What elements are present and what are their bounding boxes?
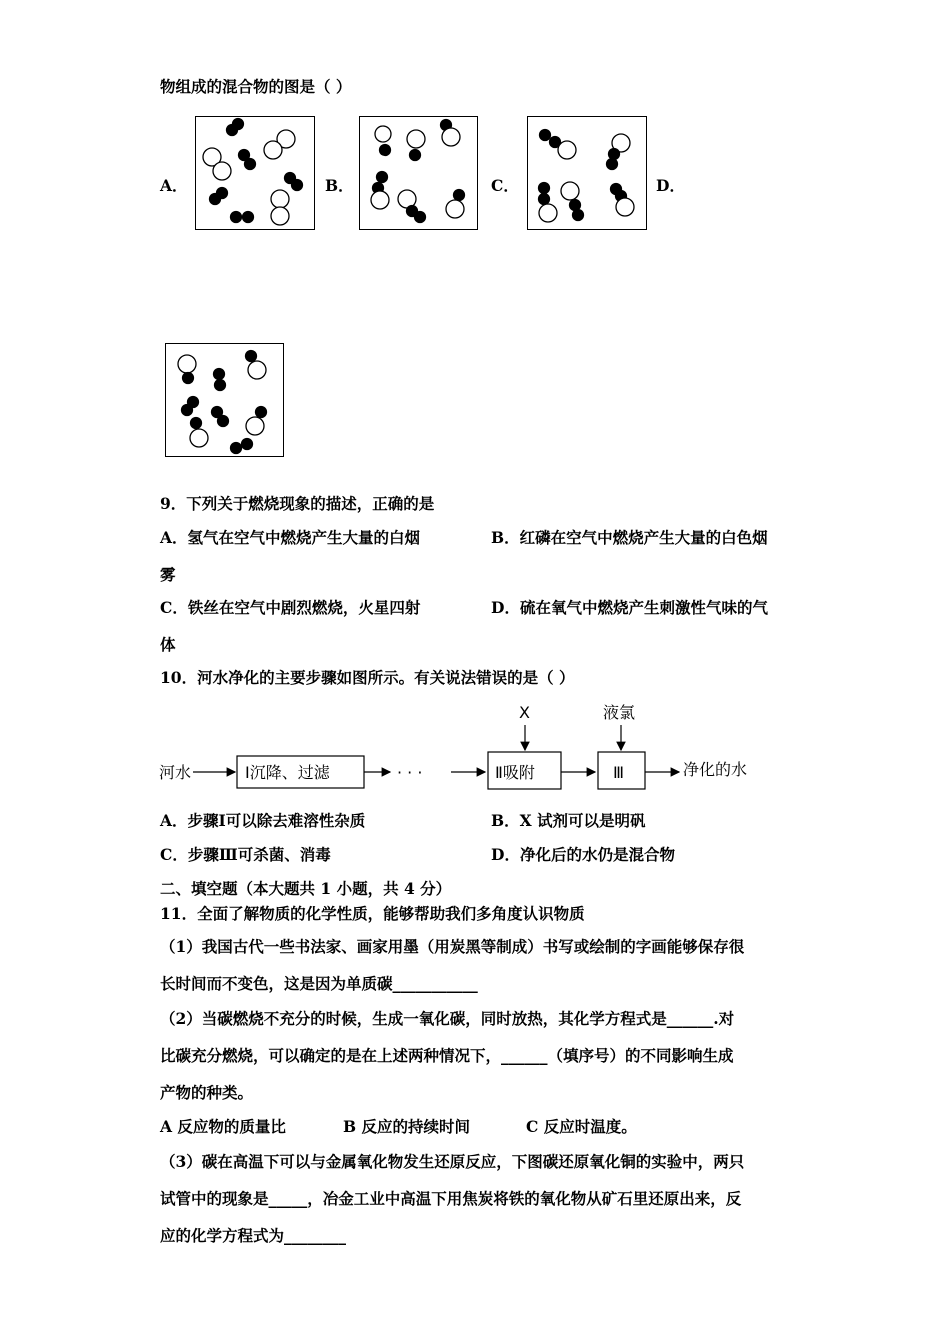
q11-part2-line2: 比碳充分燃烧，可以确定的是在上述两种情况下，______（填序号）的不同影响生成 [160, 1046, 734, 1065]
q9-option-a-continued: 雾 [160, 565, 176, 584]
flow-step2-label: Ⅱ吸附 [495, 763, 535, 782]
flow-end-label: 净化的水 [683, 760, 748, 779]
q11-part3-line2: 试管中的现象是_____，冶金工业中高温下用焦炭将铁的氧化物从矿石里还原出来，反 [160, 1189, 742, 1208]
flow-input-chlorine-label: 液氯 [603, 703, 636, 722]
q11-part2-line1: （2）当碳燃烧不充分的时候，生成一氧化碳，同时放热，其化学方程式是______.对 [160, 1009, 735, 1028]
q9-option-c: C．铁丝在空气中剧烈燃烧，火星四射 [160, 598, 421, 617]
q11-choice-a: A 反应物的质量比 [160, 1117, 286, 1136]
q10-option-a: A．步骤Ⅰ可以除去难溶性杂质 [160, 811, 366, 830]
q11-part1-line1: （1）我国古代一些书法家、画家用墨（用炭黑等制成）书写或绘制的字画能够保存很 [160, 937, 745, 956]
flow-step1-label: Ⅰ沉降、过滤 [245, 763, 330, 782]
q8-option-c-label: C． [491, 176, 519, 195]
q11-choice-b: B 反应的持续时间 [343, 1117, 470, 1136]
q11-part2-line3: 产物的种类。 [160, 1083, 254, 1102]
q8-option-d-label: D． [656, 176, 685, 195]
q9-option-d: D．硫在氧气中燃烧产生刺激性气味的气 [491, 598, 768, 617]
q10-option-c: C．步骤Ⅲ可杀菌、消毒 [160, 845, 331, 864]
q11-part3-line1: （3）碳在高温下可以与金属氧化物发生还原反应，下图碳还原氧化铜的实验中，两只 [160, 1152, 745, 1171]
molecule-diagram-b [360, 117, 479, 231]
q8-option-d-figure [165, 343, 284, 457]
q8-option-a-figure [195, 116, 315, 230]
water-purification-flowchart [155, 698, 775, 798]
section-heading: 二、填空题（本大题共 1 小题，共 4 分） [160, 879, 452, 898]
flow-input-x-label: X [519, 703, 530, 722]
molecule-diagram-c [528, 117, 648, 231]
molecule-diagram-a [196, 117, 316, 231]
q11-choice-c: C 反应时温度。 [526, 1117, 637, 1136]
q10-option-b: B．X 试剂可以是明矾 [491, 811, 646, 830]
q8-option-a-label: A． [160, 176, 188, 195]
flow-start-label: 河水 [159, 763, 192, 782]
q11-part1-line2: 长时间而不变色，这是因为单质碳___________ [160, 974, 478, 993]
q8-option-b-label: B． [325, 176, 354, 195]
q9-stem: 9．下列关于燃烧现象的描述，正确的是 [160, 494, 435, 513]
q11-part3-line3: 应的化学方程式为________ [160, 1226, 347, 1245]
q9-option-b: B．红磷在空气中燃烧产生大量的白色烟 [491, 528, 768, 547]
q9-option-a: A．氢气在空气中燃烧产生大量的白烟 [160, 528, 421, 547]
flow-ellipsis: · · · [397, 763, 423, 782]
q8-option-b-figure [359, 116, 478, 230]
q11-stem: 11．全面了解物质的化学性质，能够帮助我们多角度认识物质 [160, 904, 585, 923]
flow-step3-label: Ⅲ [613, 763, 625, 782]
molecule-diagram-d [166, 344, 285, 458]
q9-option-c-continued: 体 [160, 635, 176, 654]
q10-option-d: D．净化后的水仍是混合物 [491, 845, 675, 864]
q8-stem: 物组成的混合物的图是（ ） [160, 77, 352, 96]
q8-option-c-figure [527, 116, 647, 230]
q10-stem: 10．河水净化的主要步骤如图所示。有关说法错误的是（ ） [160, 668, 575, 687]
